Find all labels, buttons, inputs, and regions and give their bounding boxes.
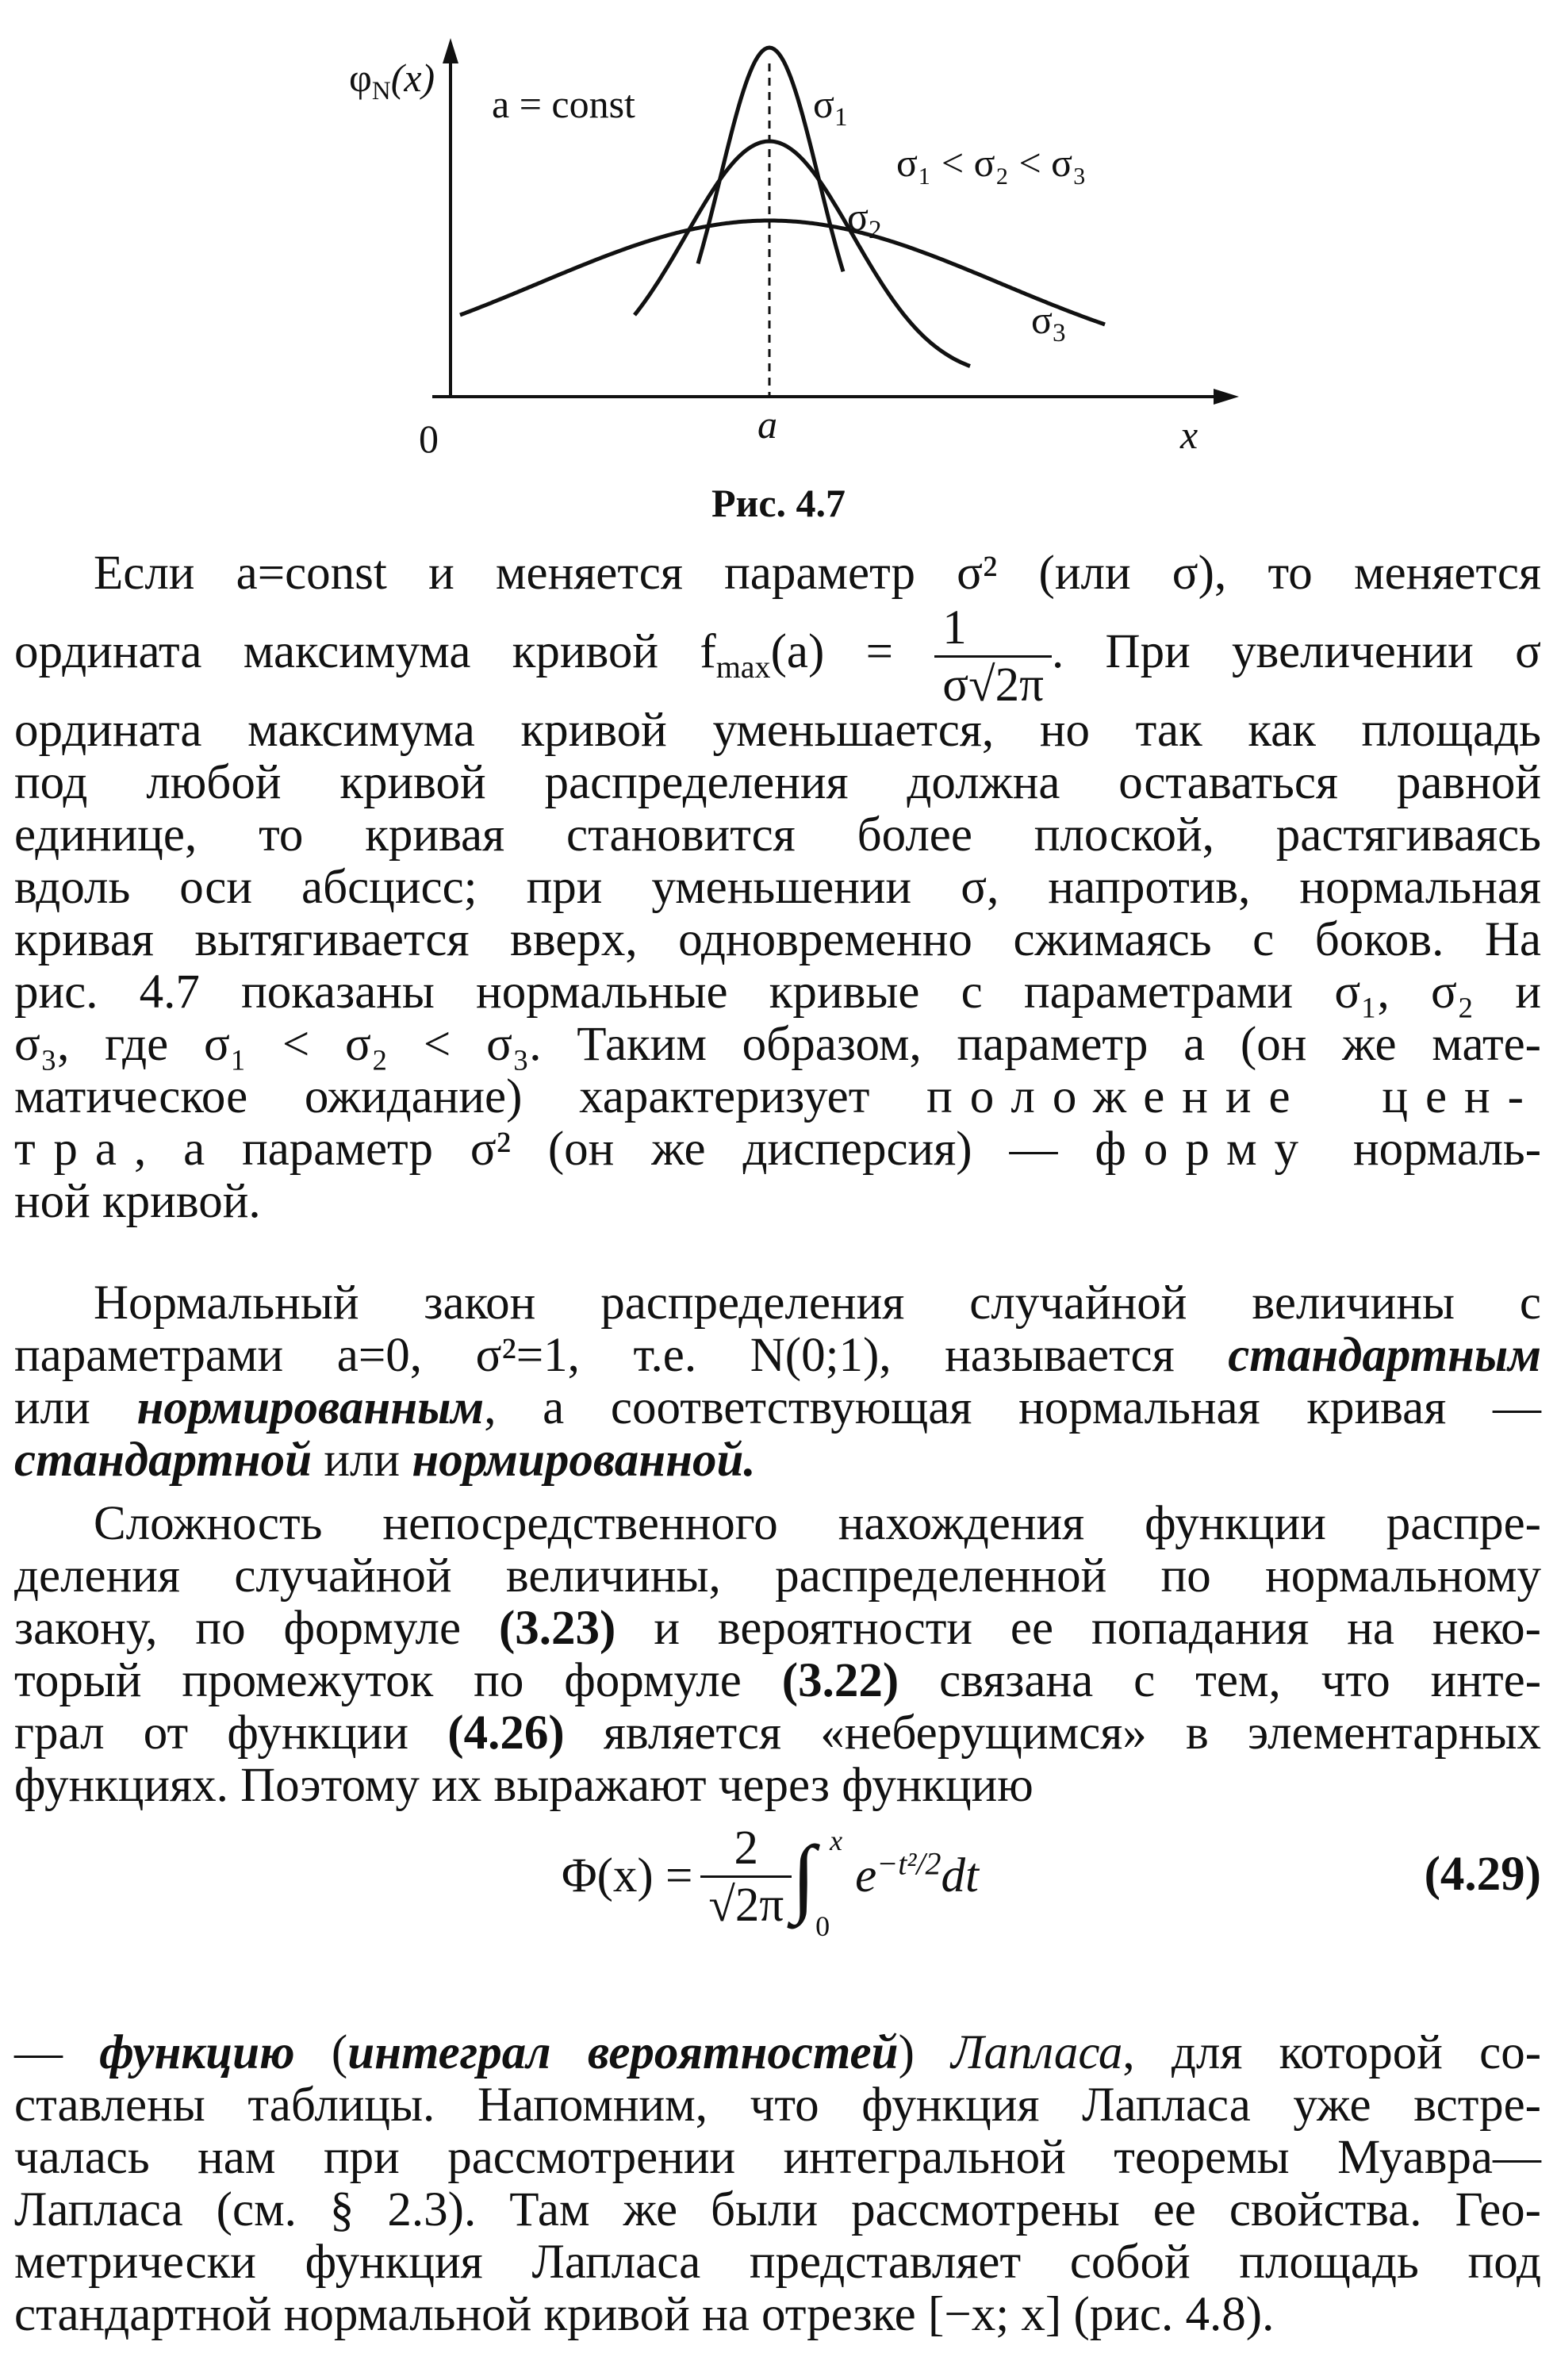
text-line: грал от функции (4.26) является «неберущимся» в элементарных	[14, 1706, 1541, 1760]
sigma-1-label: $\sigma_1$	[813, 82, 848, 132]
x-axis-arrow	[1214, 389, 1239, 405]
text-line: стандартной нормальной кривой на отрезке [−x; x] (рис. 4.8).	[14, 2288, 1275, 2341]
paragraph-3	[14, 1498, 1541, 1812]
const-label: a = const	[492, 82, 635, 126]
text-line: Нормальный закон распределения случайной величины с	[94, 1276, 1541, 1330]
text-line: рис. 4.7 показаны нормальные кривые с параметрами σ₁, σ₂ и	[14, 965, 1541, 1019]
integral-sign: ∫ x 0	[792, 1825, 843, 1942]
figure-caption: Рис. 4.7	[711, 481, 846, 525]
text-line: стандартной или нормированной.	[14, 1434, 756, 1487]
equation-body: Φ(x) = $\frac{2}{√2\pi}$ ∫ x 0 $e^{-t^2/2}dt$	[562, 1821, 979, 1942]
y-axis-arrow	[443, 38, 458, 63]
equation-number: (4.29)	[1424, 1848, 1541, 1901]
text-line: ордината максимума кривой уменьшается, но так как площадь	[14, 704, 1541, 757]
paragraph-1	[14, 547, 1541, 1228]
text-line: — функцию (интеграл вероятностей) Лапласа, для которой со-	[14, 2026, 1542, 2079]
text-line: ной кривой.	[14, 1175, 261, 1228]
paragraph-2	[14, 1277, 1541, 1487]
text-line: кривая вытягивается вверх, одновременно сжимаясь с боков. На	[14, 913, 1541, 966]
equation-fraction: $\frac{2}{√2\pi}$	[700, 1824, 792, 1929]
center-label: a	[757, 402, 777, 447]
text-line: или нормированным, а соответствующая нормальная кривая —	[14, 1381, 1542, 1434]
x-axis-label: x	[1180, 413, 1198, 457]
text-line: σ₃, где σ₁ < σ₂ < σ₃. Таким образом, параметр a (он же мате-	[14, 1018, 1541, 1071]
text-line: Сложность непосредственного нахождения функции распре-	[94, 1497, 1541, 1550]
text-line: параметрами a=0, σ²=1, т.е. N(0;1), называется стандартным	[14, 1329, 1541, 1382]
text-line: функциях. Поэтому их выражают через функцию	[14, 1759, 1034, 1812]
text-line: деления случайной величины, распределенной по нормальному	[14, 1549, 1541, 1603]
equation-lhs: Φ(x) =	[562, 1849, 693, 1902]
text-line: Если a=const и меняется параметр σ² (или σ), то меняется	[94, 547, 1541, 600]
origin-label: 0	[419, 416, 439, 461]
y-axis-label: $\varphi_N(x)$	[349, 56, 435, 106]
text-line: ставлены таблицы. Напомним, что функция Лапласа уже встре-	[14, 2079, 1541, 2132]
text-line: чалась нам при рассмотрении интегральной теоремы Муавра—	[14, 2131, 1541, 2184]
text-line: вдоль оси абсцисс; при уменьшении σ, напротив, нормальная	[14, 861, 1541, 914]
text-line: тра, а параметр σ² (он же дисперсия) — форму нормаль-	[14, 1123, 1542, 1176]
text-line: закону, по формуле (3.23) и вероятности ее попадания на неко-	[14, 1602, 1541, 1655]
fraction: $\frac{1}{\sigma√2\pi}$	[934, 604, 1052, 709]
equation-4-29	[14, 1817, 1541, 1942]
text-line: единице, то кривая становится более плоской, растягиваясь	[14, 808, 1541, 862]
text-line: под любой кривой распределения должна оставаться равной	[14, 756, 1541, 809]
text-line: торый промежуток по формуле (3.22) связана с тем, что инте-	[14, 1654, 1542, 1707]
sigma-2-label: $\sigma_2$	[847, 194, 882, 244]
text-line: матическое ожидание) характеризует положение цен-	[14, 1070, 1541, 1123]
sigma-3-label: $\sigma_3$	[1031, 298, 1066, 347]
text-line: Лапласа (см. § 2.3). Там же были рассмотрены ее свойства. Гео-	[14, 2183, 1541, 2236]
curve-sigma-3	[460, 221, 1105, 324]
figure-normal-curves	[0, 0, 1557, 547]
text-line: метрически функция Лапласа представляет собой площадь под	[14, 2236, 1541, 2289]
text-line: ордината максимума кривой $f_{max}(a)$ = $\frac{1}{\sigma√2\pi}$ . При увеличении σ	[14, 601, 1542, 712]
paragraph-4	[14, 2027, 1541, 2341]
sigma-inequality: σ₁ < σ₂ < σ₃	[896, 140, 1087, 185]
